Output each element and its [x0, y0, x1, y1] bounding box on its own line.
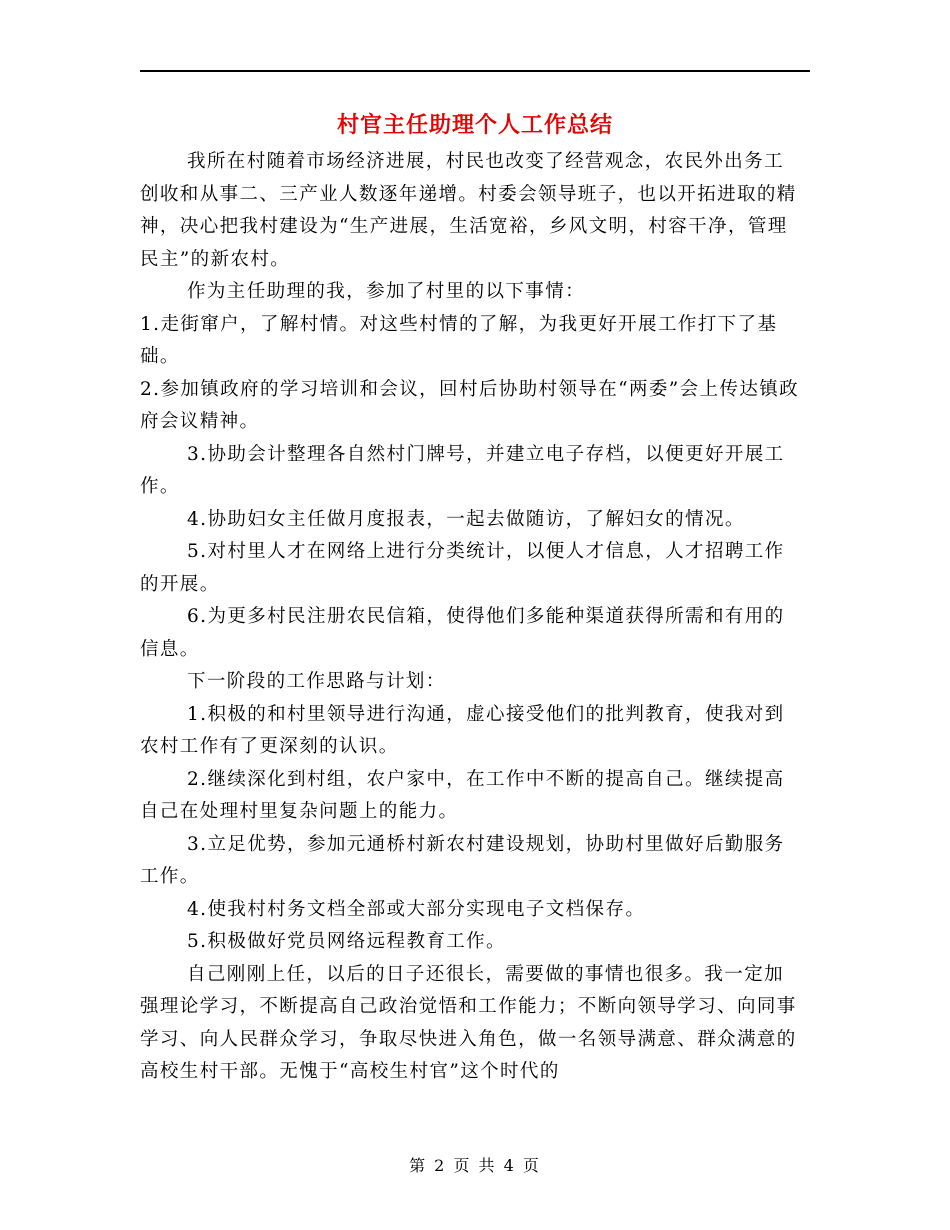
page-number-footer: 第 2 页 共 4 页	[409, 1156, 541, 1175]
plan-item: 2.继续深化到村组，农户家中，在工作中不断的提高自己。继续提高自己在处理村里复杂问题上的能力。	[140, 768, 785, 822]
intro-paragraph: 我所在村随着市场经济进展，村民也改变了经营观念，农民外出务工创收和从事二、三产业人数逐年递增。村委会领导班子，也以开拓进取的精神，决心把我村建设为“生产进展，生活宽裕，乡风文明，村容干净，管理民主”的新农村。	[140, 151, 797, 270]
task-item: 3.协助会计整理各自然村门牌号，并建立电子存档，以便更好开展工作。	[140, 443, 785, 497]
plan-item: 3.立足优势，参加元通桥村新农村建设规划，协助村里做好后勤服务工作。	[140, 833, 785, 887]
header-rule	[140, 70, 810, 72]
plan-item: 4.使我村村务文档全部或大部分实现电子文档保存。	[187, 898, 646, 920]
task-item: 4.协助妇女主任做月度报表，一起去做随访，了解妇女的情况。	[187, 508, 745, 530]
task-item: 2.参加镇政府的学习培训和会议，回村后协助村领导在“两委”会上传达镇政府会议精神。	[140, 378, 800, 432]
document-title: 村官主任助理个人工作总结	[336, 112, 613, 138]
plan-heading: 下一阶段的工作思路与计划：	[187, 671, 446, 692]
plan-item: 5.积极做好党员网络远程教育工作。	[187, 931, 506, 952]
task-item: 5.对村里人才在网络上进行分类统计，以便人才信息，人才招聘工作的开展。	[140, 541, 785, 595]
plan-item: 1.积极的和村里领导进行沟通，虚心接受他们的批判教育，使我对到农村工作有了更深刻的认识。	[140, 703, 785, 757]
tasks-heading: 作为主任助理的我，参加了村里的以下事情：	[187, 281, 586, 302]
closing-paragraph: 自己刚刚上任，以后的日子还很长，需要做的事情也很多。我一定加强理论学习，不断提高自己政治觉悟和工作能力；不断向领导学习、向同事学习、向人民群众学习，争取尽快进入角色，做一名领导满意、群众满意的高校生村干部。无愧于“高校生村官”这个时代的	[140, 963, 797, 1082]
task-item: 6.为更多村民注册农民信箱，使得他们多能种渠道获得所需和有用的信息。	[140, 606, 785, 660]
task-item: 1.走街窜户，了解村情。对这些村情的了解，为我更好开展工作打下了基础。	[140, 313, 778, 367]
document-body	[140, 146, 800, 1089]
